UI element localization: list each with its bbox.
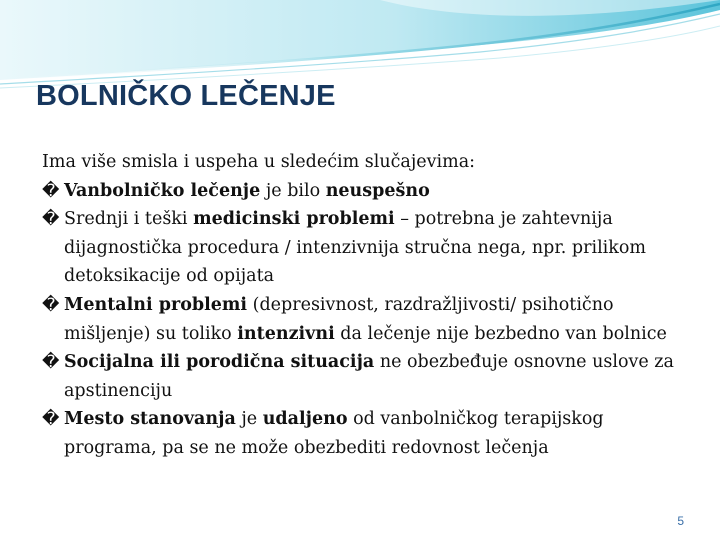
page-number: 5 [677, 514, 684, 528]
bullet-icon: � [42, 352, 60, 373]
bullet-text-bold: Mesto stanovanja [64, 409, 236, 430]
bullet-text [64, 405, 692, 462]
bullet-text-segment: ne obezbeđuje osnovne uslove za apstinenciju [64, 352, 674, 401]
bullet-text [64, 348, 692, 405]
bullet-item [42, 205, 692, 291]
slide-title: BOLNIČKO LEČENJE [36, 80, 336, 112]
bullet-text-bold: Mentalni problemi [64, 294, 248, 315]
bullet-text-segment: – potrebna je zahtevnija dijagnostička procedura / intenzivnija stručna nega, npr. prilikom detoksikacije od opijata [64, 209, 646, 287]
bullet-text-segment: da lečenje nije bezbedno van bolnice [334, 323, 667, 344]
bullet-text-bold: Socijalna ili porodična situacija [64, 352, 375, 373]
bullet-text [64, 177, 692, 206]
bullet-text [64, 205, 692, 291]
bullet-item [42, 177, 692, 206]
bullet-icon: � [42, 409, 60, 430]
bullet-item [42, 348, 692, 405]
bullet-text-bold: neuspešno [325, 180, 430, 201]
bullet-text-bold: medicinski problemi [193, 209, 395, 230]
slide-content [42, 148, 692, 463]
bullet-text-segment: je bilo [260, 180, 326, 201]
header-wave-decoration [0, 0, 720, 90]
bullet-item [42, 291, 692, 348]
bullet-text-segment: je [235, 409, 263, 430]
bullet-list [42, 177, 692, 463]
bullet-icon: � [42, 294, 60, 315]
bullet-text-segment: Srednji i teški [64, 209, 194, 230]
bullet-text-bold: Vanbolničko lečenje [64, 180, 261, 201]
bullet-text [64, 291, 692, 348]
bullet-text-segment: od vanbolničkog terapijskog programa, pa se ne može obezbediti redovnost lečenja [64, 409, 604, 458]
bullet-icon: � [42, 209, 60, 230]
bullet-text-segment: (depresivnost, razdražljivosti/ psihotično mišljenje) su toliko [64, 294, 614, 344]
bullet-text-bold: intenzivni [237, 323, 335, 344]
bullet-text-bold: udaljeno [262, 409, 348, 430]
bullet-item [42, 405, 692, 462]
intro-text: Ima više smisla i uspeha u sledećim slučajevima: [42, 152, 476, 172]
bullet-icon: � [42, 180, 60, 201]
